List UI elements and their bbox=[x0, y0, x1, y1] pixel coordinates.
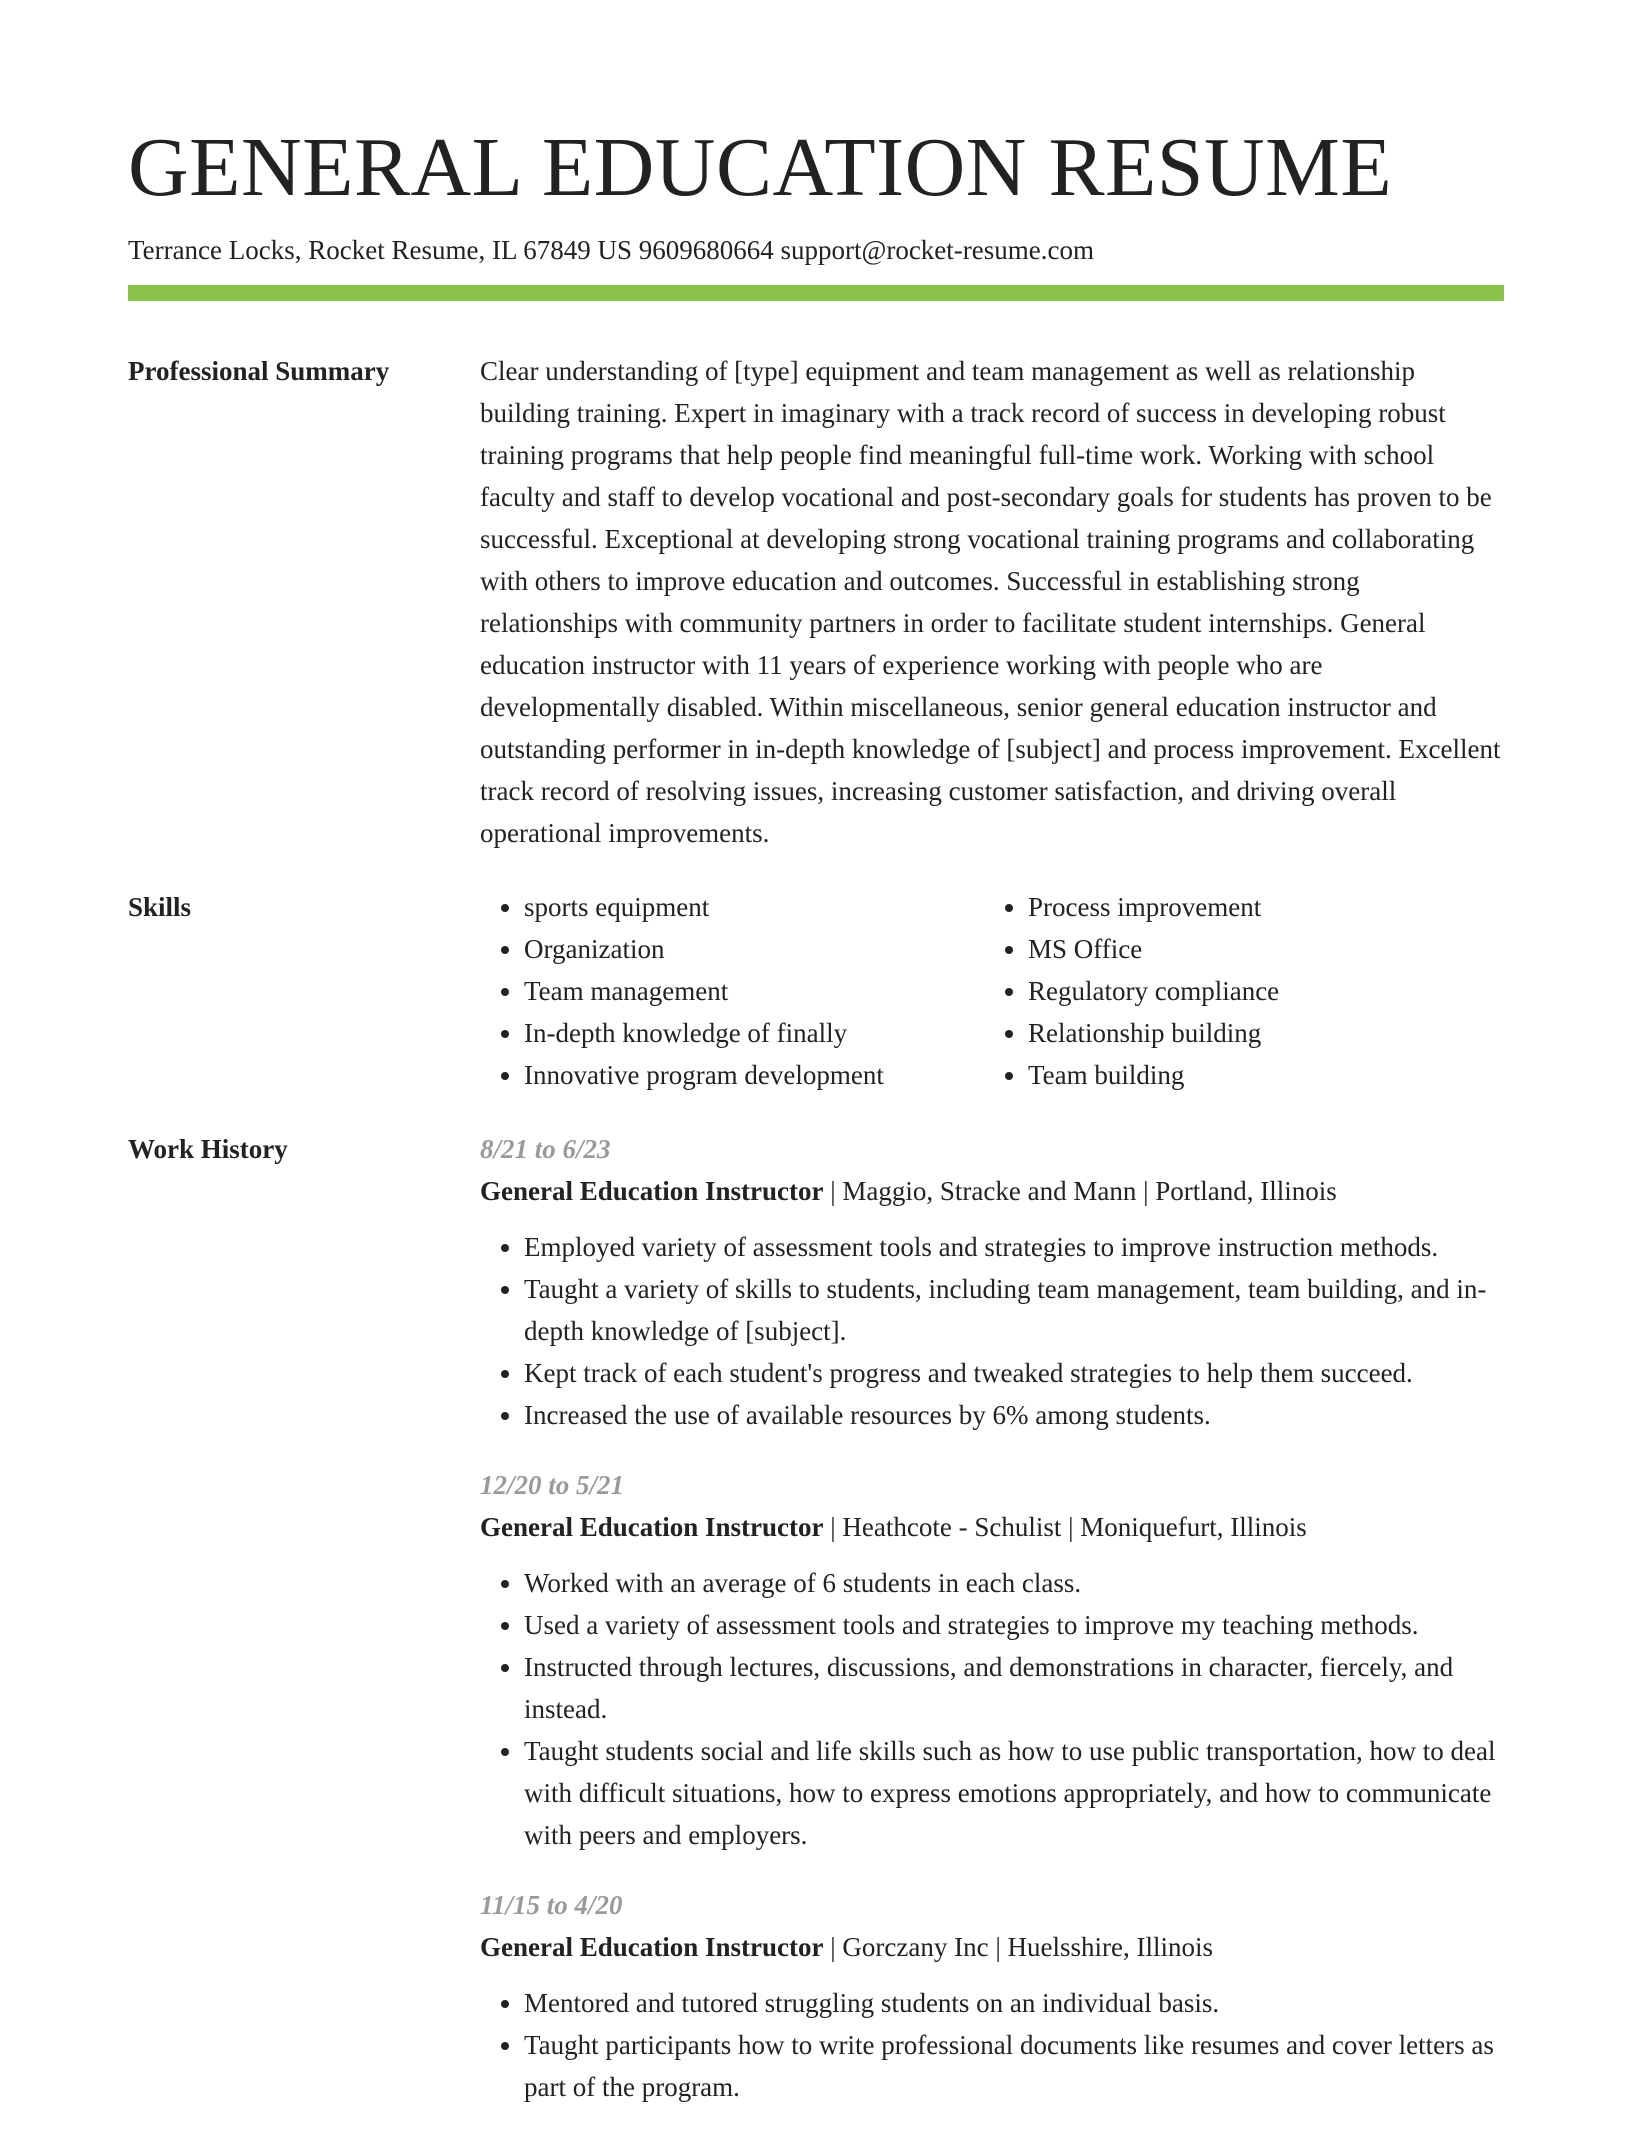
job-heading: General Education Instructor | Gorczany Inc | Huelsshire, Illinois bbox=[480, 1932, 1213, 1962]
job-duty-item: • Kept track of each student's progress and tweaked strategies to help them succeed. bbox=[524, 1352, 1504, 1394]
job-duty-item: • Taught students social and life skills such as how to use public transportation, how to deal with difficult situations, how to express emotions appropriately, and how to communicate with peers and employers. bbox=[524, 1730, 1504, 1856]
skills-column-left bbox=[480, 886, 984, 1096]
contact-line: Terrance Locks, Rocket Resume, IL 67849 US 9609680664 support@rocket-resume.com bbox=[128, 235, 1094, 265]
skills-columns bbox=[480, 886, 1504, 1096]
summary-label: Professional Summary bbox=[128, 356, 390, 386]
summary-text: Clear understanding of [type] equipment and team management as well as relationship building training. Expert in imaginary with a track record of success in developing robust training programs that help people find meaningful full-time work. Working with school faculty and staff to develop vocational and post-secondary goals for students has proven to be successful. Exceptional at developing strong vocational training programs and collaborating with others to improve education and outcomes. Successful in establishing strong relationships with community partners in order to facilitate student internships. General education instructor with 11 years of experience working with people who are developmentally disabled. Within miscellaneous, senior general education instructor and outstanding performer in in-depth knowledge of [subject] and process improvement. Excellent track record of resolving issues, increasing customer satisfaction, and driving overall operational improvements. bbox=[480, 356, 1501, 848]
job-location: Huelsshire, Illinois bbox=[1007, 1932, 1213, 1962]
job-duties bbox=[480, 1562, 1504, 1856]
skill-item: • In-depth knowledge of finally bbox=[524, 1012, 984, 1054]
job-heading: General Education Instructor | Heathcote - Schulist | Moniquefurt, Illinois bbox=[480, 1512, 1307, 1542]
job-company: Gorczany Inc bbox=[842, 1932, 989, 1962]
job-duty-item: • Taught participants how to write professional documents like resumes and cover letters as part of the program. bbox=[524, 2024, 1504, 2108]
skill-item: • Process improvement bbox=[1028, 886, 1488, 928]
skill-item: • Team management bbox=[524, 970, 984, 1012]
skills-body bbox=[480, 886, 1504, 1096]
work-label: Work History bbox=[128, 1134, 288, 1164]
skill-item: • Regulatory compliance bbox=[1028, 970, 1488, 1012]
skills-column-right bbox=[984, 886, 1488, 1096]
job-location: Moniquefurt, Illinois bbox=[1080, 1512, 1307, 1542]
skill-item: • Organization bbox=[524, 928, 984, 970]
job-duties bbox=[480, 1226, 1504, 1436]
job-duty-item: • Increased the use of available resources by 6% among students. bbox=[524, 1394, 1504, 1436]
job-dates: 12/20 to 5/21 bbox=[480, 1470, 625, 1500]
job-duty-item: • Employed variety of assessment tools and strategies to improve instruction methods. bbox=[524, 1226, 1504, 1268]
job-entry bbox=[480, 1464, 1504, 1856]
header-divider bbox=[128, 285, 1504, 301]
job-duty-item: • Used a variety of assessment tools and strategies to improve my teaching methods. bbox=[524, 1604, 1504, 1646]
skill-item: • sports equipment bbox=[524, 886, 984, 928]
job-duty-item: • Mentored and tutored struggling students on an individual basis. bbox=[524, 1982, 1504, 2024]
skills-list-left bbox=[480, 886, 984, 1096]
job-entry bbox=[480, 1884, 1504, 2108]
job-location: Portland, Illinois bbox=[1155, 1176, 1337, 1206]
job-company: Heathcote - Schulist bbox=[842, 1512, 1062, 1542]
skills-list-right bbox=[984, 886, 1488, 1096]
job-dates: 8/21 to 6/23 bbox=[480, 1134, 611, 1164]
job-title: General Education Instructor bbox=[480, 1176, 824, 1206]
job-title: General Education Instructor bbox=[480, 1932, 824, 1962]
job-duties bbox=[480, 1982, 1504, 2108]
summary-body bbox=[480, 350, 1504, 854]
job-company: Maggio, Stracke and Mann bbox=[842, 1176, 1137, 1206]
skill-item: • Team building bbox=[1028, 1054, 1488, 1096]
job-dates: 11/15 to 4/20 bbox=[480, 1890, 623, 1920]
job-duty-item: • Worked with an average of 6 students in each class. bbox=[524, 1562, 1504, 1604]
skills-label: Skills bbox=[128, 892, 192, 922]
resume-title: GENERAL EDUCATION RESUME bbox=[128, 121, 1393, 214]
job-title: General Education Instructor bbox=[480, 1512, 824, 1542]
job-duty-item: • Taught a variety of skills to students, including team management, team building, and in-depth knowledge of [subject]. bbox=[524, 1268, 1504, 1352]
skill-item: • Relationship building bbox=[1028, 1012, 1488, 1054]
skill-item: • MS Office bbox=[1028, 928, 1488, 970]
job-duty-item: • Instructed through lectures, discussions, and demonstrations in character, fiercely, and instead. bbox=[524, 1646, 1504, 1730]
skill-item: • Innovative program development bbox=[524, 1054, 984, 1096]
work-body bbox=[480, 1128, 1504, 2136]
job-entry bbox=[480, 1128, 1504, 1436]
job-heading: General Education Instructor | Maggio, Stracke and Mann | Portland, Illinois bbox=[480, 1176, 1337, 1206]
